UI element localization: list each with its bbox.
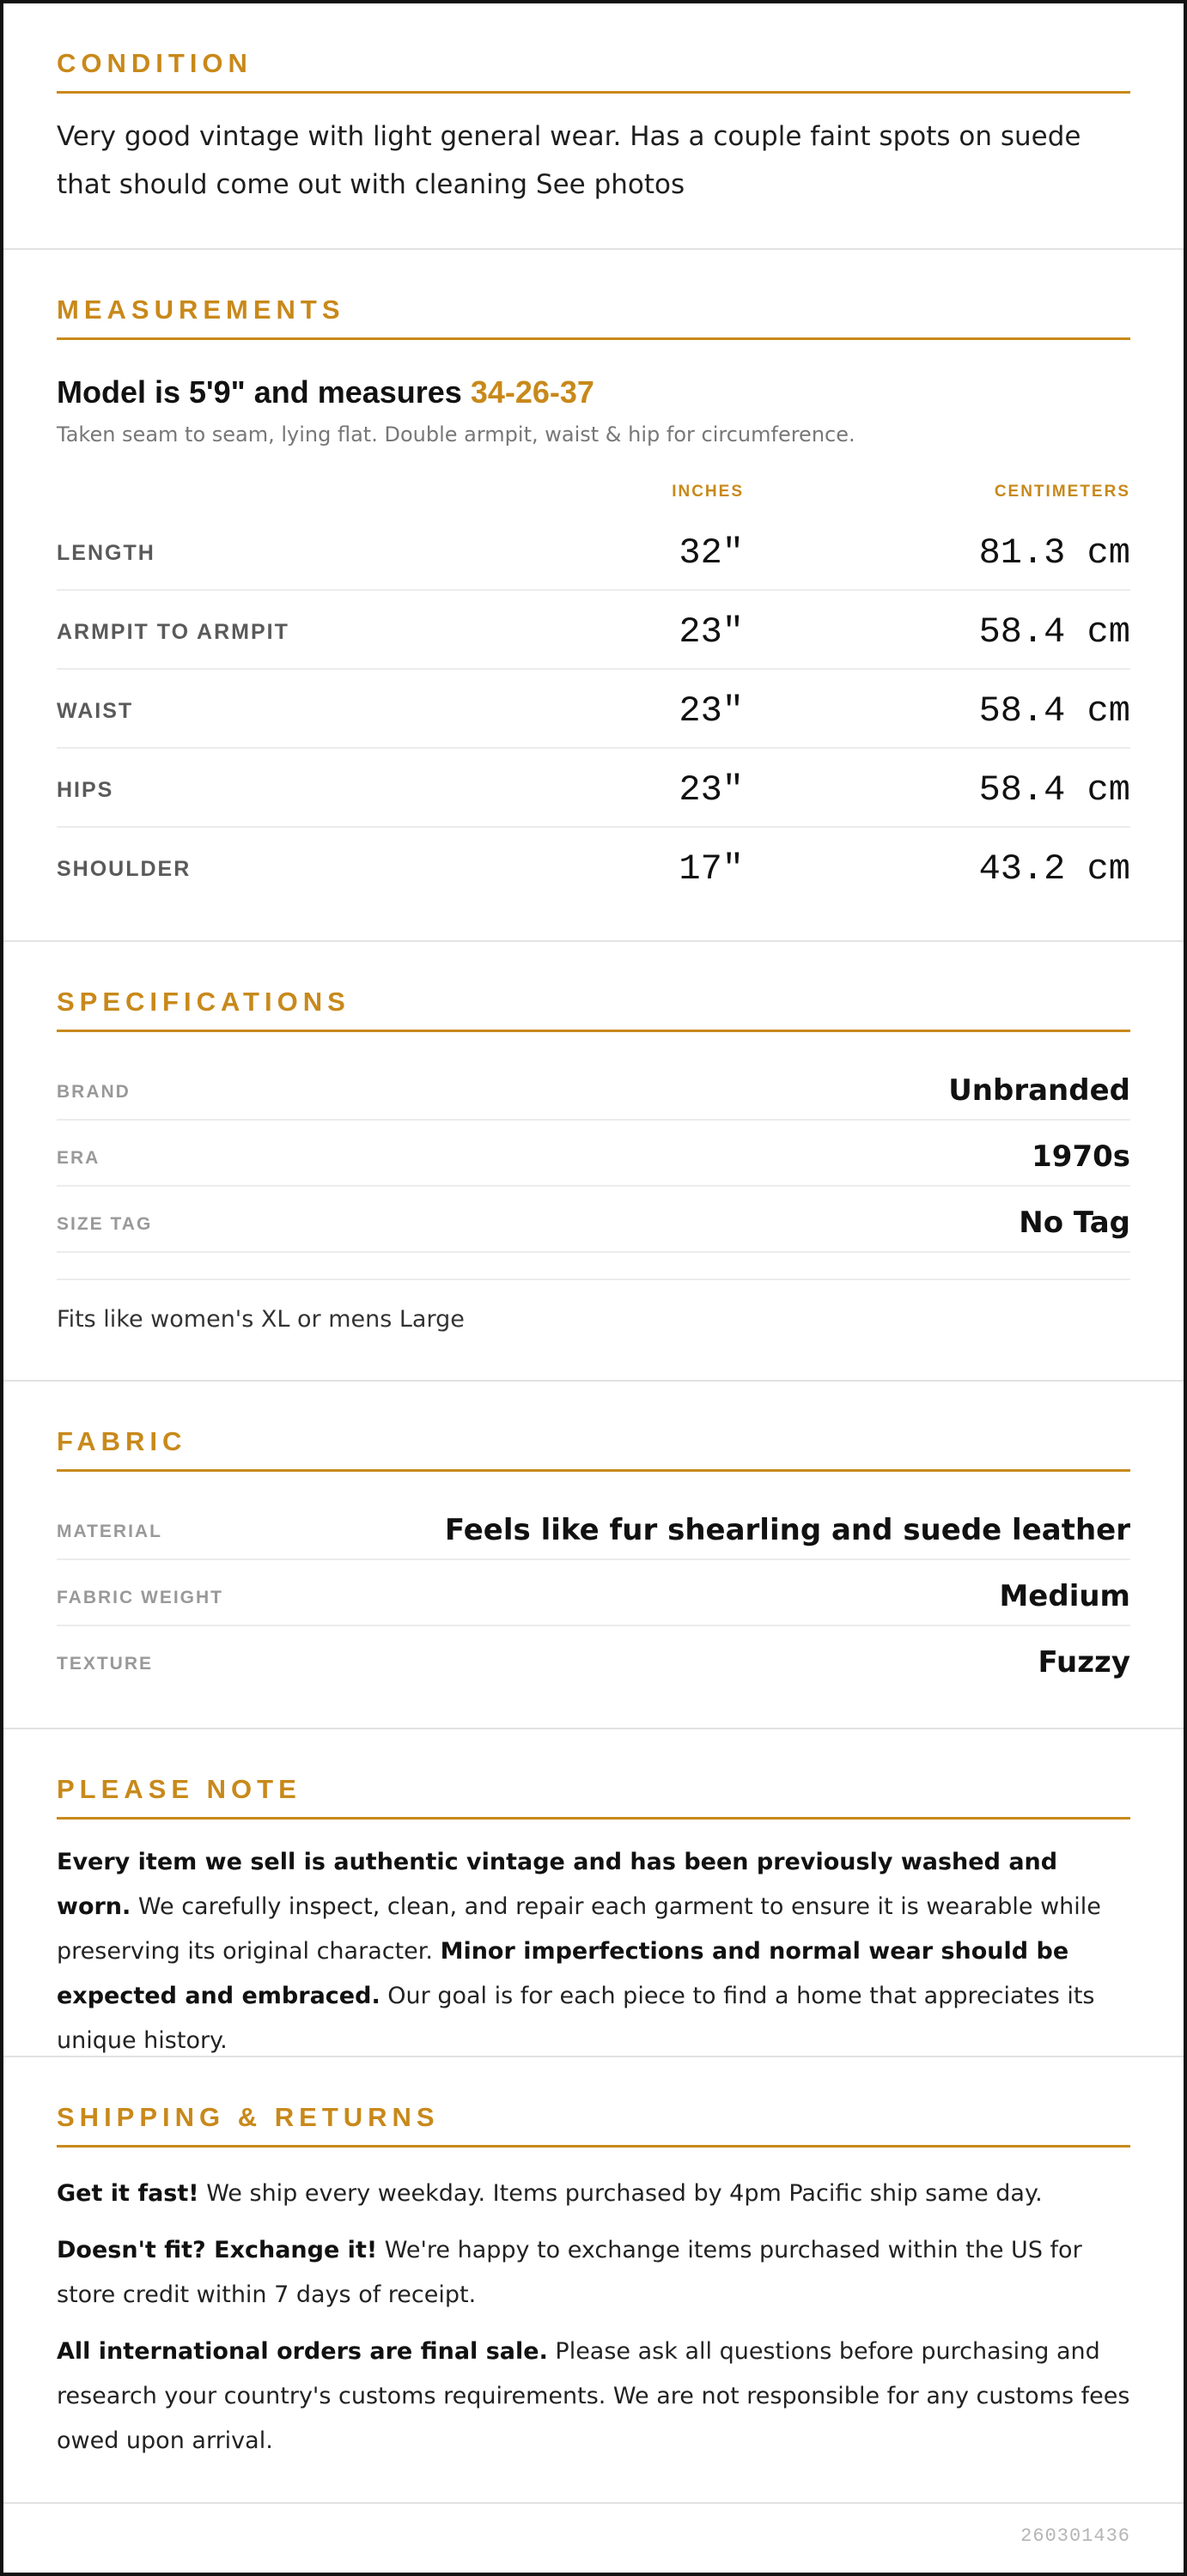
- measurement-cm: 81.3 cm: [978, 532, 1130, 574]
- fabric-value: Medium: [999, 1579, 1130, 1613]
- measurement-row-shoulder: [57, 828, 1130, 907]
- shipping-bold: Doesn't fit? Exchange it!: [57, 2237, 378, 2263]
- fabric-row-material: [57, 1494, 1130, 1560]
- measurement-label: WAIST: [57, 699, 134, 723]
- fabric-row-texture: [57, 1626, 1130, 1692]
- shipping-paragraph-international: [57, 2330, 1130, 2464]
- measurement-label: ARMPIT TO ARMPIT: [57, 620, 289, 644]
- measurements-table-header: [57, 465, 1130, 512]
- please-note-bold-2: Minor imperfections and normal wear should be expected and embraced.: [57, 1938, 1069, 2009]
- spec-label: ERA: [57, 1148, 100, 1168]
- fabric-row-weight: [57, 1560, 1130, 1626]
- condition-text: Very good vintage with light general wear. Has a couple faint spots on suede that should come out with cleaning See photos: [57, 121, 1081, 200]
- shipping-paragraph-fast: [57, 2172, 1130, 2216]
- inches-column-header: INCHES: [672, 483, 744, 501]
- measurement-inches: 32": [679, 532, 744, 574]
- model-info-prefix: Model is 5'9" and measures: [57, 374, 471, 410]
- measurements-table: [57, 512, 1130, 907]
- measurement-inches: 23": [679, 611, 744, 653]
- measurement-row-length: [57, 512, 1130, 591]
- measurement-cm: 58.4 cm: [978, 769, 1130, 811]
- fabric-label: FABRIC WEIGHT: [57, 1588, 223, 1607]
- centimeters-column-header: CENTIMETERS: [994, 483, 1130, 501]
- spec-row-size-tag: [57, 1187, 1130, 1253]
- shipping-text: We ship every weekday. Items purchased by 4pm Pacific ship same day.: [198, 2180, 1043, 2207]
- measurement-inches: 17": [679, 848, 744, 890]
- spec-label: BRAND: [57, 1082, 131, 1102]
- shipping-heading: SHIPPING & RETURNS: [57, 2102, 1130, 2148]
- specifications-section: [3, 942, 1184, 1382]
- measurement-label: LENGTH: [57, 541, 155, 565]
- fabric-section: [3, 1382, 1184, 1729]
- please-note-bold-1: Every item we sell is authentic vintage and has been previously washed and worn.: [57, 1849, 1058, 1920]
- model-measures: 34-26-37: [470, 374, 594, 410]
- measurement-row-hips: [57, 749, 1130, 828]
- measurement-inches: 23": [679, 690, 744, 732]
- model-info: [57, 374, 1130, 410]
- fabric-label: MATERIAL: [57, 1522, 162, 1541]
- shipping-paragraph-exchange: [57, 2228, 1130, 2318]
- shipping-text: We're happy to exchange items purchased within the US for store credit within 7 days of receipt.: [57, 2237, 1082, 2308]
- shipping-section: [3, 2057, 1184, 2504]
- measurement-inches: 23": [679, 769, 744, 811]
- fit-note: Fits like women's XL or mens Large: [57, 1279, 1130, 1333]
- please-note-text-2: Our goal is for each piece to find a home that appreciates its unique history.: [57, 1983, 1095, 2054]
- spec-value: Unbranded: [948, 1073, 1130, 1108]
- spec-row-era: [57, 1121, 1130, 1187]
- please-note-text-1: We carefully inspect, clean, and repair each garment to ensure it is wearable while preserving its original character.: [57, 1893, 1101, 1965]
- shipping-text: Please ask all questions before purchasing and research your country's customs requirements. We are not responsible for any customs fees owed upon arrival.: [57, 2338, 1130, 2454]
- specifications-list: [57, 1054, 1130, 1253]
- shipping-bold: All international orders are final sale.: [57, 2338, 548, 2365]
- spec-value: 1970s: [1032, 1139, 1130, 1174]
- measurement-row-armpit: [57, 591, 1130, 670]
- measurements-heading: MEASUREMENTS: [57, 295, 1130, 340]
- item-code: 260301436: [1020, 2525, 1130, 2547]
- please-note-section: [3, 1729, 1184, 2057]
- please-note-text: [57, 1840, 1130, 2063]
- shipping-bold: Get it fast!: [57, 2180, 199, 2207]
- measurement-cm: 43.2 cm: [978, 848, 1130, 890]
- measurement-label: SHOULDER: [57, 857, 192, 881]
- fabric-heading: FABRIC: [57, 1426, 1130, 1472]
- fabric-value: Fuzzy: [1038, 1645, 1130, 1680]
- measurement-cm: 58.4 cm: [978, 690, 1130, 732]
- measurement-row-waist: [57, 670, 1130, 749]
- footer: [3, 2502, 1184, 2573]
- condition-section: [3, 3, 1184, 250]
- fabric-label: TEXTURE: [57, 1654, 154, 1674]
- fabric-value: Feels like fur shearling and suede leather: [444, 1513, 1130, 1547]
- spec-label: SIZE TAG: [57, 1214, 153, 1234]
- measurement-method-note: Taken seam to seam, lying flat. Double armpit, waist & hip for circumference.: [57, 422, 855, 447]
- specifications-heading: SPECIFICATIONS: [57, 987, 1130, 1032]
- measurement-label: HIPS: [57, 778, 114, 802]
- spec-value: No Tag: [1019, 1206, 1130, 1240]
- spec-row-brand: [57, 1054, 1130, 1121]
- please-note-heading: PLEASE NOTE: [57, 1774, 1130, 1820]
- condition-heading: CONDITION: [57, 48, 1130, 94]
- measurements-section: [3, 250, 1184, 942]
- fabric-list: [57, 1494, 1130, 1692]
- measurement-cm: 58.4 cm: [978, 611, 1130, 653]
